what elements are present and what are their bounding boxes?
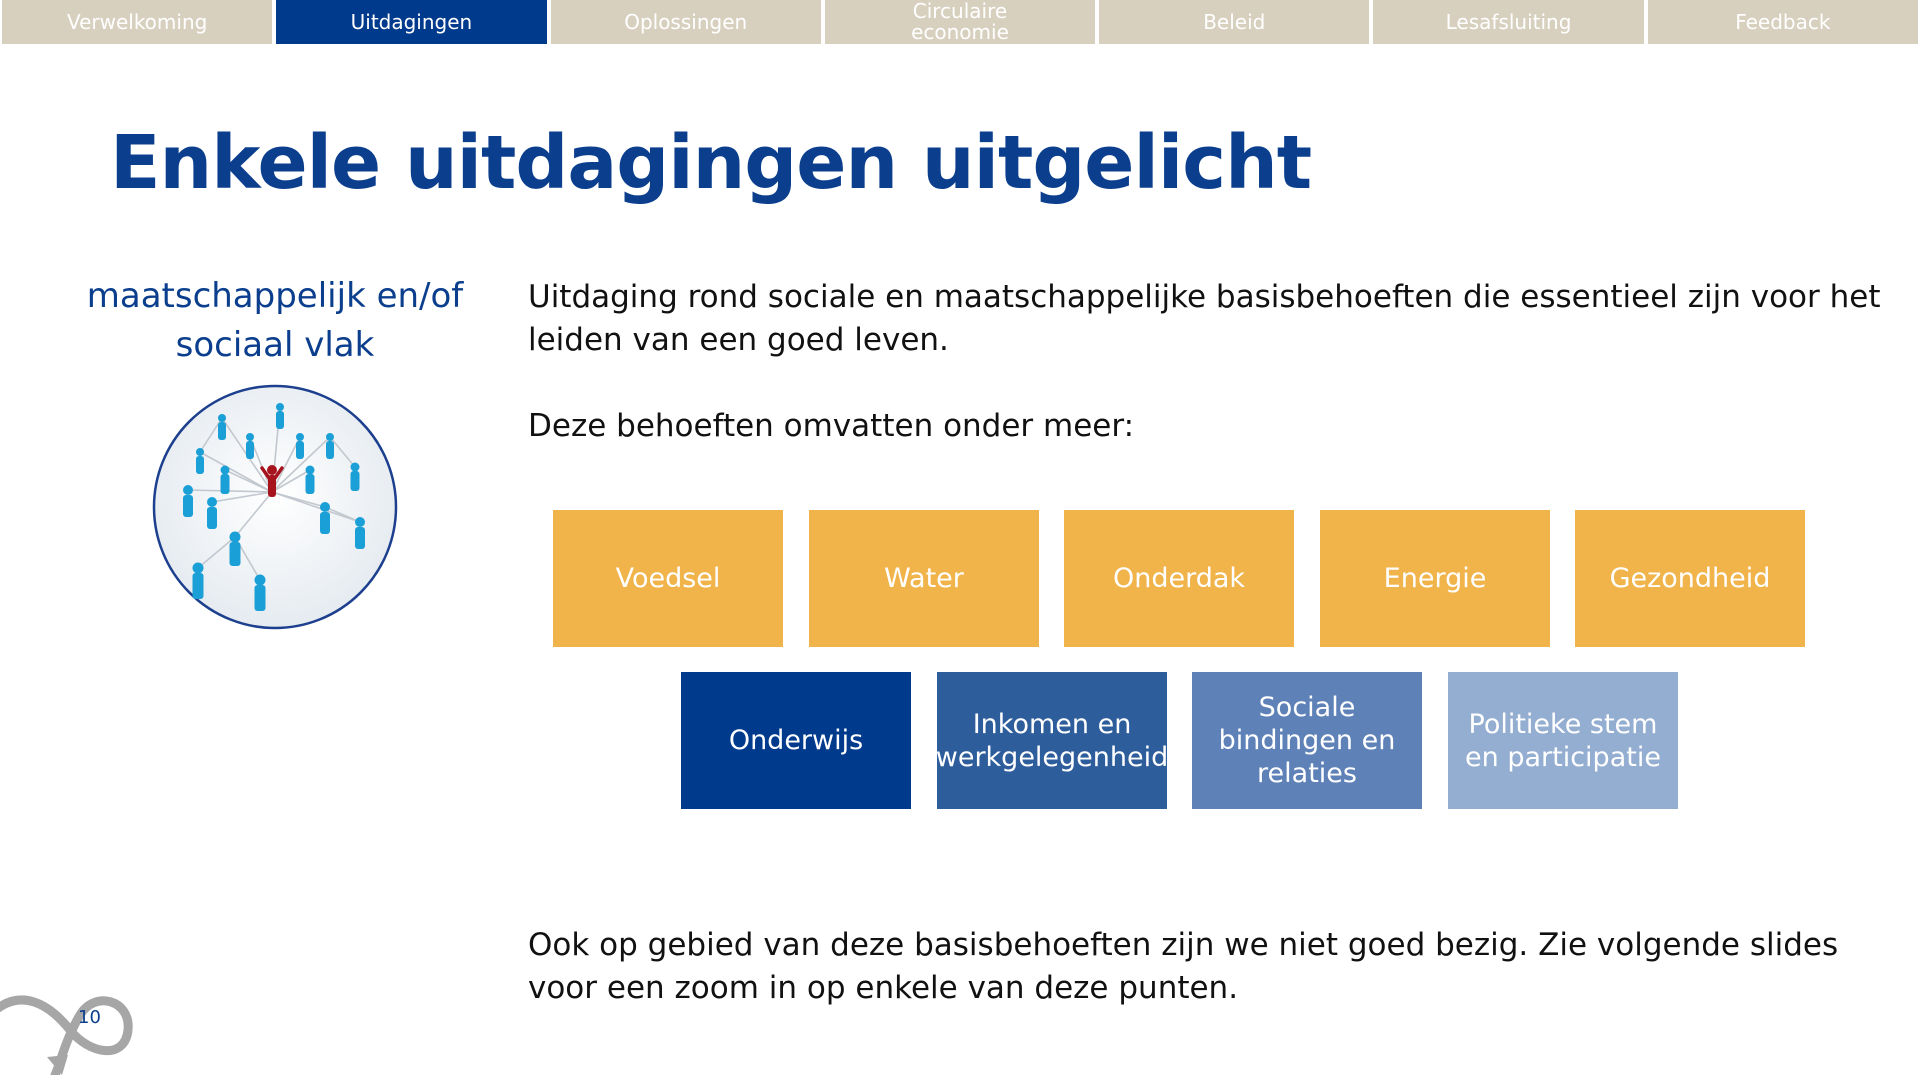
intro-paragraph: Uitdaging rond sociale en maatschappelijke basisbehoeften die essentieel zijn voor het leiden van een goed leven.	[528, 279, 1881, 358]
need-box-onderdak: Onderdak	[1064, 510, 1294, 647]
need-box-water: Water	[809, 510, 1039, 647]
side-label-line1: maatschappelijk en/of	[86, 276, 464, 316]
need-box-voedsel: Voedsel	[553, 510, 783, 647]
need-box-onderwijs: Onderwijs	[681, 672, 911, 809]
side-label	[80, 272, 470, 370]
need-box-energie: Energie	[1320, 510, 1550, 647]
needs-intro: Deze behoeften omvatten onder meer:	[528, 408, 1135, 444]
top-navigation	[0, 0, 1920, 46]
tab-beleid[interactable]: Beleid	[1099, 0, 1369, 44]
tab-feedback[interactable]: Feedback	[1648, 0, 1918, 44]
need-box-sociale-bindingen: Sociale bindingen en relaties	[1192, 672, 1422, 809]
tab-circulaire-economie[interactable]: Circulaire economie	[825, 0, 1095, 44]
page-number: 10	[78, 1007, 101, 1028]
side-label-line2: sociaal vlak	[175, 325, 375, 365]
need-box-inkomen: Inkomen en werkgelegenheid	[937, 672, 1167, 809]
tab-lesafsluiting[interactable]: Lesafsluiting	[1373, 0, 1643, 44]
need-box-politieke-stem: Politieke stem en participatie	[1448, 672, 1678, 809]
page-title: Enkele uitdagingen uitgelicht	[110, 120, 1312, 206]
social-network-image	[150, 382, 400, 632]
tab-uitdagingen[interactable]: Uitdagingen	[276, 0, 546, 44]
tab-verwelkoming[interactable]: Verwelkoming	[2, 0, 272, 44]
infinity-logo-icon	[0, 975, 140, 1075]
closing-paragraph: Ook op gebied van deze basisbehoeften zijn we niet goed bezig. Zie volgende slides voor een zoom in op enkele van deze punten.	[528, 927, 1839, 1006]
tab-oplossingen[interactable]: Oplossingen	[551, 0, 821, 44]
need-box-gezondheid: Gezondheid	[1575, 510, 1805, 647]
